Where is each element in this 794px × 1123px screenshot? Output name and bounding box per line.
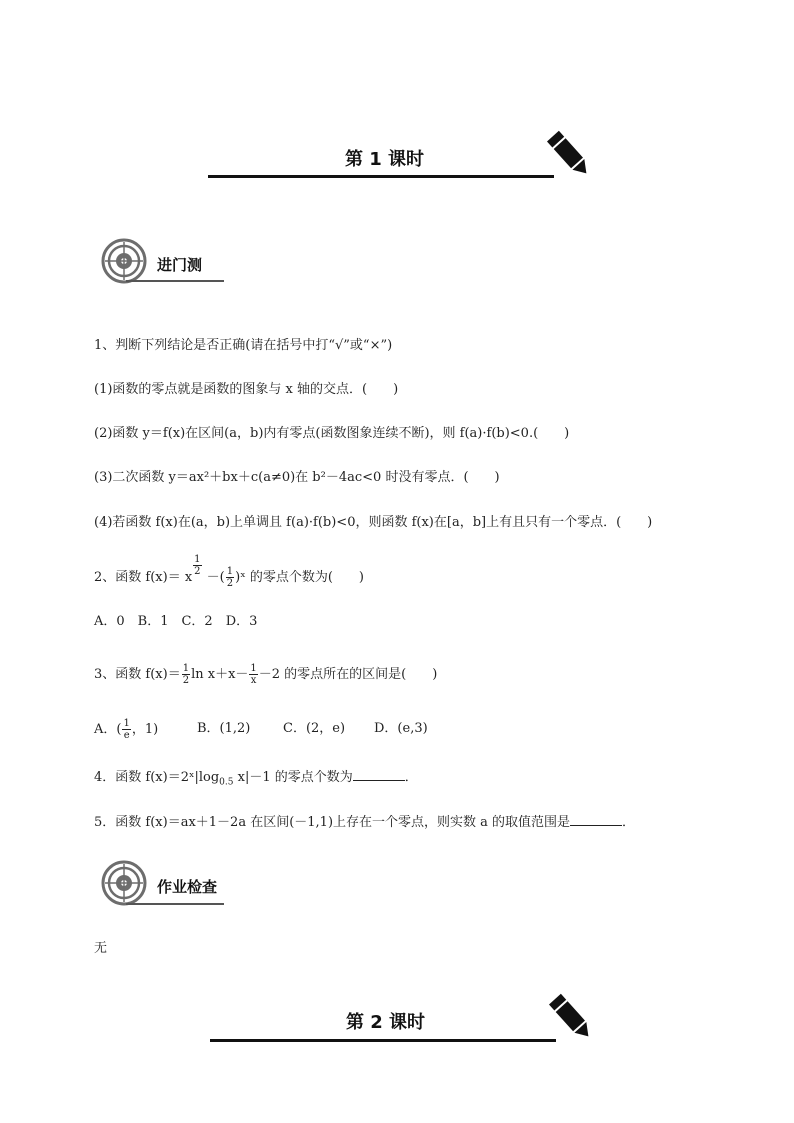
target-icon	[101, 238, 147, 284]
target-icon	[101, 860, 147, 906]
lesson-1-title-rule	[208, 175, 554, 178]
section-2-content: 无	[94, 941, 108, 956]
question-4: 4．函数 $f(x)=2ˣ|\log_{0.5}$ x|－1 的零点个数为 ．	[94, 770, 418, 788]
section-2-label: 作业检查	[157, 878, 218, 896]
answer-blank	[353, 768, 405, 781]
question-2-options: A．0 B．1 C．2 D．3	[94, 614, 258, 629]
section-2-rule	[126, 903, 224, 905]
q2-base-fraction: $\frac{1}{2}$	[226, 566, 234, 589]
question-5: 5．函数 f(x)＝ax＋1－2a 在区间(－1,1)上存在一个零点，则实数 a 的取值范围是 ．	[94, 815, 636, 830]
question-1-statement-1: (1)函数的零点就是函数的图象与 x 轴的交点．( )	[94, 382, 399, 397]
lesson-1-title: 第 1 课时	[345, 149, 425, 170]
question-1-statement-2: (2)函数 y＝f(x)在区间(a，b)内有零点(函数图象连续不断)，则 f(a)·f(b)<0.( )	[94, 426, 570, 441]
question-1-statement-4: (4)若函数 f(x)在(a，b)上单调且 f(a)·f(b)<0，则函数 f(x)在[a，b]上有且只有一个零点．( )	[94, 515, 653, 530]
q3-option-a-fraction: $\frac{1}{e}$	[123, 718, 130, 741]
pencil-icon	[545, 128, 593, 180]
question-3-stem: 3、函数 f(x)＝ $\frac{1}{2}$ ln x＋x－ $\frac{1}{x}$ －2 的零点所在的区间是( )	[94, 663, 438, 686]
lesson-2-title-rule	[210, 1039, 556, 1042]
question-2-stem: 2、函数 f(x)＝ x $\frac{1}{2}$ －( $\frac{1}{2}$ )ˣ 的零点个数为( )	[94, 554, 364, 589]
section-1-label: 进门测	[157, 256, 203, 274]
lesson-2-title: 第 2 课时	[346, 1012, 426, 1033]
question-3-option-d: D．(e,3)	[374, 721, 428, 736]
question-1-stem: 1、判断下列结论是否正确(请在括号中打“√”或“×”)	[94, 338, 393, 353]
q3-fraction-1: $\frac{1}{2}$	[182, 663, 190, 686]
q2-exponent-fraction: $\frac{1}{2}$	[194, 554, 201, 577]
answer-blank	[570, 813, 622, 826]
question-3-option-c: C．(2，e)	[283, 721, 346, 736]
question-3-option-b: B．(1,2)	[197, 721, 251, 736]
question-1-statement-3: (3)二次函数 y＝ax²＋bx＋c(a≠0)在 b²－4ac<0 时没有零点．( )	[94, 470, 500, 485]
pencil-icon	[547, 991, 595, 1043]
question-3-option-a: A．( $\frac{1}{e}$ ，1)	[94, 718, 159, 741]
q3-fraction-2: $\frac{1}{x}$	[250, 663, 257, 686]
section-1-rule	[126, 280, 224, 282]
